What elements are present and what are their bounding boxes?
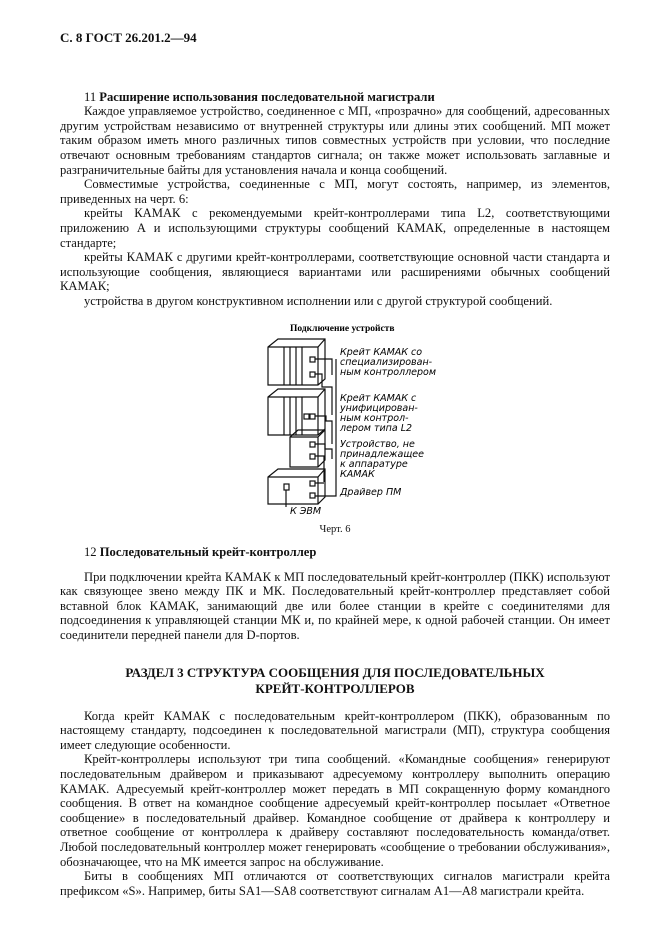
section-3-title-line-1: РАЗДЕЛ 3 СТРУКТУРА СООБЩЕНИЯ ДЛЯ ПОСЛЕДОВАТЕЛЬНЫХ [125,664,545,680]
paragraph: При подключении крейта КАМАК к МП последовательный крейт-контроллер (ПКК) используют как связующее звено между ПК и МК. Последовательный крейт-контроллер представляет собой вставной блок КАМАК, занимающий две или более станции в крейте с соединителями для подсоединения к управляющей станции МК и, по крайней мере, к одной рабочей станции. Он имеет соединители передней панели для D-портов. [60,569,610,643]
figure-caption: Черт. 6 [319,523,351,535]
section-title: Последовательный крейт-контроллер [99,545,317,560]
figure-label-5: К ЭВМ [290,505,322,517]
section-number: 12 [84,545,97,560]
figure-label-2: Крейт КАМАК с унифицирован-ным контрол-лером типа L2 [340,392,418,434]
section-12 [60,545,610,643]
figure-label-4: Драйвер ПМ [340,486,402,498]
section-number: 11 [84,89,97,104]
section-12-heading [60,545,610,560]
section-11-heading [60,90,610,105]
figure-label-1: Крейт КАМАК со специализирован-ным контроллером [340,346,437,378]
paragraph: Крейт-контроллеры используют три типа сообщений. «Командные сообщения» генерируют последовательным драйвером и приказывают адресуемому контроллеру выполнить операцию КАМАК. Адресуемый крейт-контроллер может передать в МП сокращенную форму командного сообщения. В ответ на командное сообщение адресуемый крейт-контроллер посылает «Ответное сообщение» в последовательный драйвер. Командное сообщение от драйвера к контроллеру и ответное сообщение от контроллера к драйверу составляют последовательность команда/ответ. Любой последовательный контроллер может генерировать «сообщение о требовании обслуживания», обозначающее, что на МК имеется запрос на обслуживание. [60,752,610,869]
section-3 [60,665,610,899]
paragraph: крейты КАМАК с другими крейт-контроллерами, соответствующие основной части стандарта и использующие сообщения, являющиеся вариантами или расширениями обычных сообщений КАМАК; [60,250,610,294]
figure-label-3: Устройство, не принадлежащее к аппаратуре КАМАК [340,438,424,480]
section-title: Расширение использования последовательной магистрали [99,89,435,104]
figure-6-diagram [240,317,440,517]
section-11 [60,90,610,309]
page-header: С. 8 ГОСТ 26.201.2—94 [60,30,197,45]
paragraph: крейты КАМАК с рекомендуемыми крейт-контроллерами типа L2, соответствующими приложению А и использующими структуры сообщений КАМАК, определенные в настоящем стандарте; [60,206,610,250]
paragraph: Биты в сообщениях МП отличаются от соответствующих сигналов магистрали крейта префиксом «S». Например, биты SA1—SA8 соответствуют сигналам A1—A8 магистрали крейта. [60,869,610,898]
section-3-title-line-2: КРЕЙТ-КОНТРОЛЛЕРОВ [255,680,415,696]
figure-title: Подключение устройств [290,323,395,334]
device-boxes [268,339,336,507]
paragraph: устройства в другом конструктивном исполнении или с другой структурой сообщений. [84,293,553,308]
paragraph: Совместимые устройства, соединенные с МП, могут состоять, например, из элементов, приведенных на черт. 6: [60,177,610,206]
paragraph: Каждое управляемое устройство, соединенное с МП, «прозрачно» для сообщений, адресованных другим устройствам независимо от внутренней структуры или длины этих сообщений. МП может таким образом иметь много различных типов совместных устройств при условии, что последние отвечают основным требованиям стандартов сигнала; он также может использовать заглавные и разграничительные байты для установления начала и конца сообщений. [60,104,610,177]
paragraph: Когда крейт КАМАК с последовательным крейт-контроллером (ПКК), образованным по настоящему стандарту, подсоединен к последовательной магистрали (МП), структура сообщения имеет следующие особенности. [60,708,610,752]
